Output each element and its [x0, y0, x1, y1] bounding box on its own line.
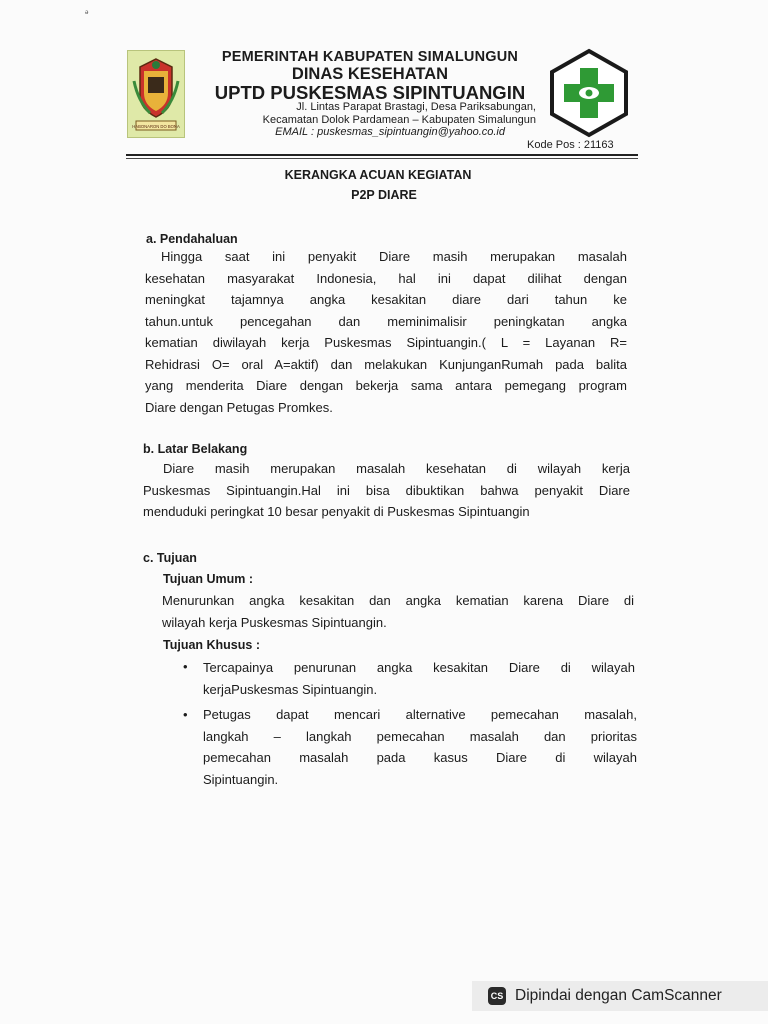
paragraph-line: Hingga saat ini penyakit Diare masih merupakan masalah — [161, 249, 627, 264]
document-subtitle: P2P DIARE — [351, 188, 417, 202]
camscanner-logo-icon: CS — [488, 987, 506, 1005]
general-objective-label: Tujuan Umum : — [163, 572, 254, 586]
bullet-marker: • — [183, 659, 188, 674]
paragraph-line: Diare dengan Petugas Promkes. — [145, 399, 333, 415]
header-address-line-1: Jl. Lintas Parapat Brastagi, Desa Pariksabungan, — [296, 101, 536, 113]
specific-objective-label: Tujuan Khusus : — [163, 638, 260, 652]
paragraph-line: Puskesmas Sipintuangin.Hal ini bisa dibuktikan bahwa penyakit Diare — [143, 482, 630, 498]
document-title: KERANGKA ACUAN KEGIATAN — [284, 168, 472, 182]
header-institution-name: UPTD PUSKESMAS SIPINTUANGIN — [214, 82, 526, 103]
postal-code: Kode Pos : 21163 — [527, 139, 614, 151]
coat-of-arms-motto: HABONARON DO BONA — [132, 124, 180, 129]
section-a-paragraph — [145, 246, 627, 418]
paragraph-line: Sipintuangin. — [203, 771, 279, 787]
general-objective-text — [162, 590, 634, 633]
paragraph-line: menduduki peringkat 10 besar penyakit di Puskesmas Sipintuangin — [143, 504, 530, 519]
specific-objective-item-2 — [203, 704, 637, 790]
bullet-marker: • — [183, 707, 188, 722]
header-email: EMAIL : puskesmas_sipintuangin@yahoo.co.id — [275, 126, 505, 138]
section-a-heading: a. Pendahaluan — [146, 232, 238, 246]
paragraph-line: Menurunkan angka kesakitan dan angka kematian karena Diare di — [162, 593, 634, 608]
scan-corner-mark: ᵊ — [85, 8, 89, 18]
paragraph-line: tahun.untuk pencegahan dan meminimalisir peningkatan angka — [145, 313, 627, 329]
section-c-heading: c. Tujuan — [143, 551, 197, 565]
section-b-heading: b. Latar Belakang — [143, 442, 248, 456]
header-department-name: DINAS KESEHATAN — [291, 65, 449, 83]
camscanner-watermark — [472, 981, 768, 1011]
letterhead-divider-thick — [126, 154, 638, 156]
paragraph-line: kerjaPuskesmas Sipintuangin. — [203, 681, 378, 697]
letterhead-divider-thin — [126, 158, 638, 159]
puskesmas-hexagon-cross-icon — [548, 48, 630, 138]
section-b-paragraph — [143, 458, 630, 523]
paragraph-line: pemecahan masalah pada kasus Diare di wilayah — [203, 750, 637, 765]
paragraph-line: Petugas dapat mencari alternative pemecahan masalah, — [203, 707, 637, 722]
specific-objective-item-1 — [203, 657, 635, 700]
paragraph-line: Rehidrasi O= oral A=aktif) dan melakukan KunjunganRumah pada balita — [145, 356, 627, 372]
header-address-line-2: Kecamatan Dolok Pardamean – Kabupaten Simalungun — [262, 114, 536, 126]
camscanner-text: Dipindai dengan CamScanner — [515, 987, 722, 1004]
regency-coat-of-arms-icon — [127, 50, 185, 138]
paragraph-line: meningkat tajamnya angka kesakitan diare dari tahun ke — [145, 292, 627, 307]
header-government-name: PEMERINTAH KABUPATEN SIMALUNGUN — [221, 49, 519, 65]
paragraph-line: kesehatan masyarakat Indonesia, hal ini dapat dilihat dengan — [145, 270, 627, 286]
paragraph-line: Tercapainya penurunan angka kesakitan Diare di wilayah — [203, 660, 635, 675]
paragraph-line: langkah – langkah pemecahan masalah dan prioritas — [203, 728, 637, 744]
paragraph-line: kematian diwilayah kerja Puskesmas Sipintuangin.( L = Layanan R= — [145, 335, 627, 350]
paragraph-line: yang menderita Diare dengan bekerja sama antara pemegang program — [145, 378, 627, 393]
paragraph-line: wilayah kerja Puskesmas Sipintuangin. — [162, 614, 387, 630]
paragraph-line: Diare masih merupakan masalah kesehatan di wilayah kerja — [163, 461, 630, 476]
